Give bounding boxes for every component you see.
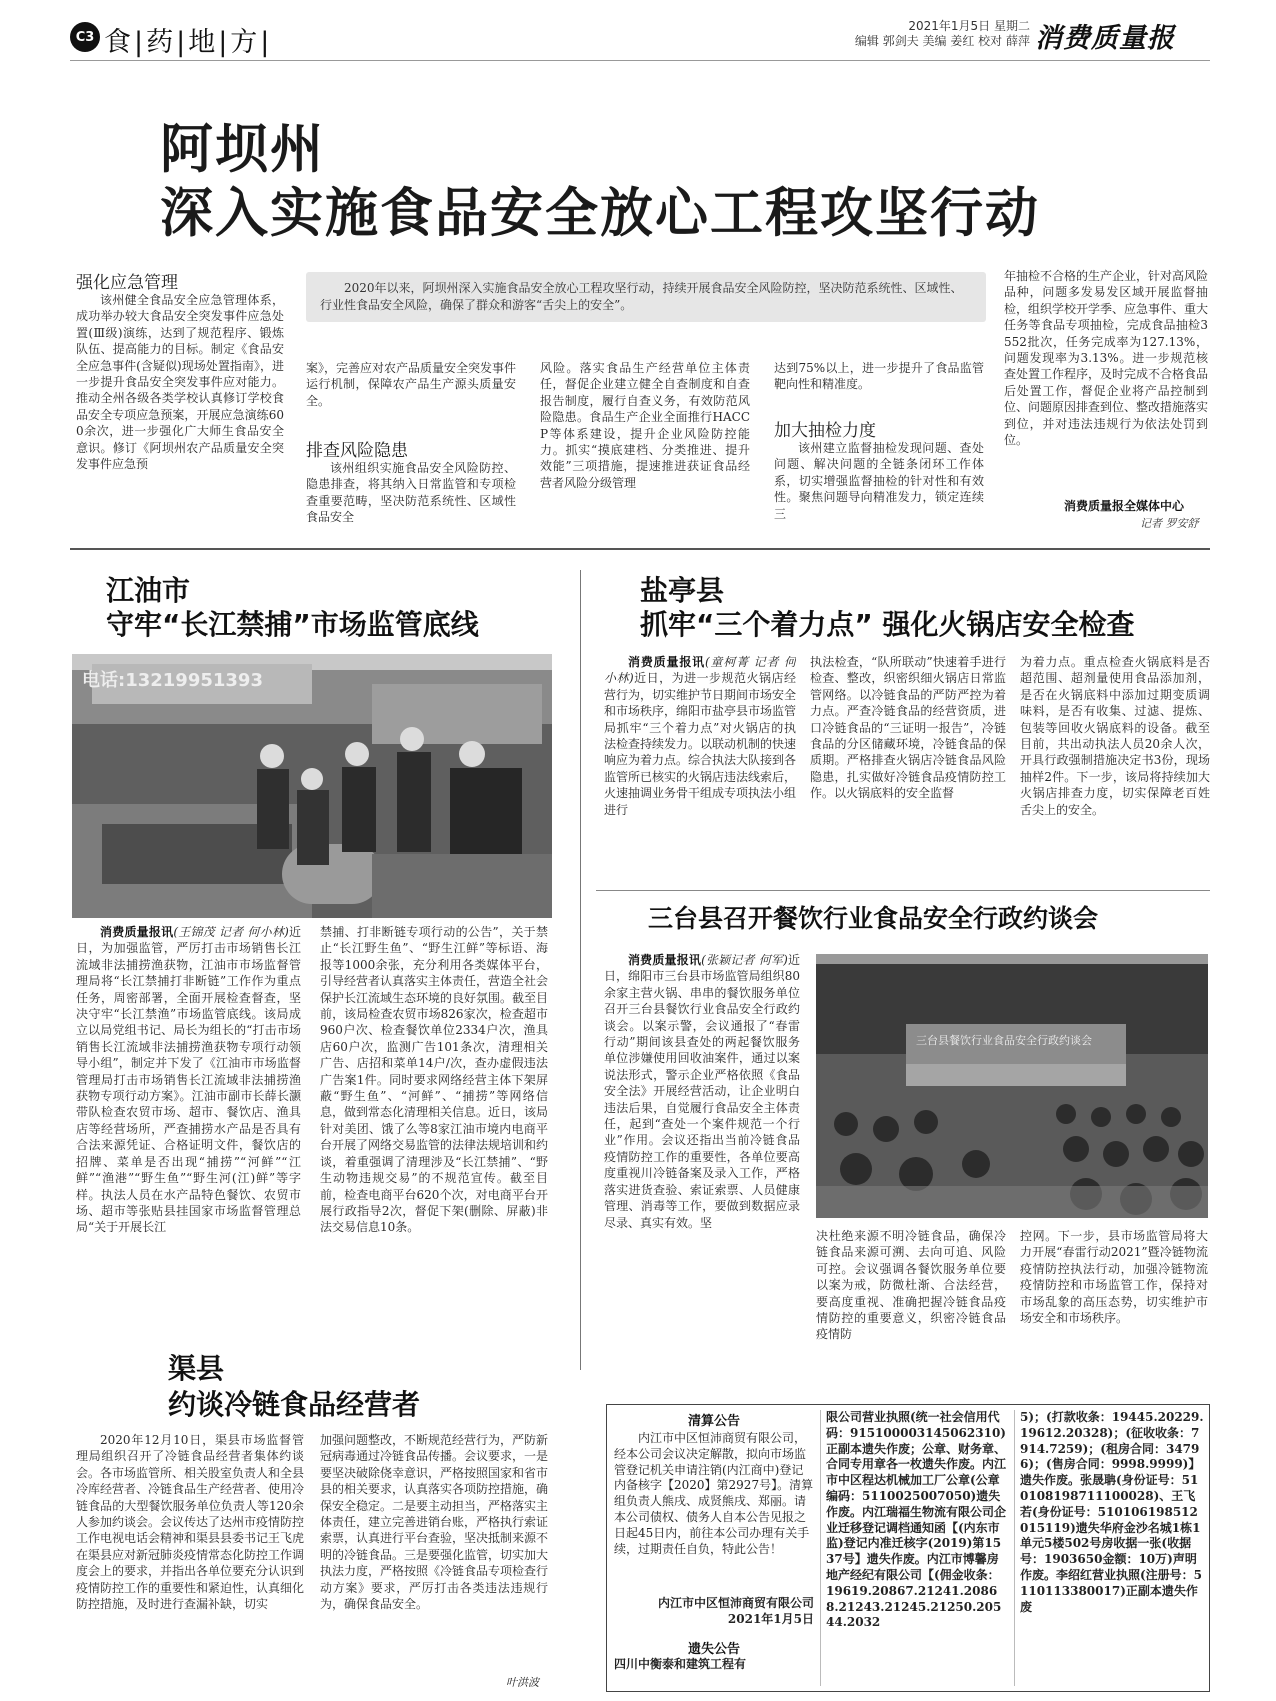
lead-col1: 该州健全食品安全应急管理体系，成功举办较大食品安全突发事件应急处置(Ⅲ级)演练，达到了规范程序、锻炼队伍、提高能力的目标。制定《食品安全应急事件(含疑似)现场处置指南》，进一步提升食品安全突发事件应对能力。推动全州各级各类学校认真修订学校食品安全专项应急预案，开展应急演练600余次，进一步强化广大师生食品安全意识。修订《阿坝州农产品质量安全突发事件应急预 <box>76 293 284 472</box>
masthead: 消费质量报 <box>1035 23 1175 54</box>
santai-col2: 决杜绝来源不明冷链食品，确保冷链食品来源可溯、去向可追、风险可控。会议强调各餐饮服务单位要以案为戒，防微杜渐、合法经营，要高度重视、准确把握冷链食品疫情防控的重要意义，织密冷链食品疫情防 <box>816 1229 1006 1342</box>
page-number-badge: C3 <box>70 22 100 52</box>
notice-liquidation-sign: 内江市中区恒沛商贸有限公司 <box>657 1596 814 1610</box>
notice-liquidation-date: 2021年1月5日 <box>727 1611 814 1626</box>
meeting-photo <box>816 954 1208 1218</box>
notice-lost-body: 四川中衡泰和建筑工程有 <box>614 1656 747 1671</box>
notice-lost-title: 遗失公告 <box>687 1641 740 1657</box>
lead-reporter: 记者 罗安舒 <box>1140 517 1199 530</box>
header-meta <box>830 19 1030 49</box>
lead-col5: 年抽检不合格的生产企业，针对高风险品种，问题多发易发区域开展监督抽检，组织学校开学季、应急事件、重大任务等食品专项抽检，完成食品抽检3552批次，任务完成率为127.13%，问题发现率为3.13%。进一步规范核查处置工作程序，及时完成不合格食品后处置工作，督促企业将产品控制到位、问题原因排查到位、整改措施落实到位，并对违法违规行为依法处罚到位。 <box>1004 269 1208 448</box>
jiangyou-col2: 禁捕、打非断链专项行动的公告”，关于禁止“长江野生鱼”、“野生江鲜”等标语、海报等1000余张，充分利用各类媒体平台，引导经营者认真落实主体责任，营造全社会保护长江流域生态环境的良好氛围。截至目前，该局检查农贸市场826家次，检查超市960户次、检查餐饮单位2334户次，渔具店60户次，监测广告101条次，清理相关广告、店招和菜单14户/次，查办虚假违法广告案1件。同时要求网络经营主体下架屏蔽“野生鱼”、“河鲜”、“捕捞”等网络信息，做到常态化清理相关信息。近日，该局针对美团、饿了么等8家江油市境内电商平台开展了网络交易监管的法律法规培训和约谈，着重强调了清理涉及“长江禁捕”、“野生动物违规交易”的不规范宣传。截至目前，检查电商平台620个次，对电商平台开展行政指导2次，督促下架(删除、屏蔽)非法交易信息10条。 <box>320 925 548 1235</box>
meeting-banner-text: 三台县餐饮行业食品安全行政约谈会 <box>916 1034 1092 1047</box>
lead-col3: 风险。落实食品生产经营单位主体责任，督促企业建立健全自查制度和自查报告制度，履行自查义务，有效防范风险隐患。食品生产企业全面推行HACCP等体系建设，提升企业风险防控能力。抓实“摸底建档、分类推进、提升效能”三项措施，提速推进获证食品经营者风险分级管理 <box>540 361 750 490</box>
lead-col4b: 该州建立监督抽检发现问题、查处问题、解决问题的全链条闭环工作体系，切实增强监督抽检的针对性和有效性。聚焦问题导向精准发力，锁定连续三 <box>774 441 984 521</box>
jiangyou-col1-text: 近日，为加强监管，严厉打击市场销售长江流域非法捕捞渔获物，江油市市场监督管理局将“长江禁捕打非断链”工作作为重点任务，周密部署，全面开展检查督查，坚决守牢“长江禁渔”市场监管底线。该局成立以局党组书记、局长为组长的“打击市场销售长江流域非法捕捞渔获物专项行动领导小组”，制定并下发了《江油市市场监督管理局打击市场销售长江流域非法捕捞渔获物专项行动方案》。江油市副市长薛长灏带队检查农贸市场、超市、餐饮店、渔具店等经营场所，严查捕捞水产品是否具有合法来源凭证、合格证明文件，餐饮店的招牌、菜单是否出现“捕捞”“河鲜”“江鲜”“渔港”“野生鱼”“野生河(江)鲜”等字样。执法人员在水产品特色餐饮、农贸市场、超市等张贴县挂国家市场监督管理总局“关于开展长江 <box>76 925 301 1235</box>
yanting-col3: 为着力点。重点检查火锅底料是否超范围、超剂量使用食品添加剂，是否在火锅底料中添加过期变质调味料，是否有收集、过滤、提炼、包装等回收火锅底料的设备。截至目前，共出动执法人员20余人次，开具行政强制措施决定书3份，现场抽样2件。下一步，该局将持续加大火锅店排查力度，切实保障老百姓舌尖上的安全。 <box>1020 655 1210 817</box>
quxian-col2: 加强问题整改，不断规范经营行为，严防新冠病毒通过冷链食品传播。会议要求，一是要坚决破除侥幸意识，严格按照国家和省市县的相关要求，认真落实各项防控措施，确保安全稳定。二是要主动担当，严格落实主体责任，建立完善进销台账，严格执行索证索票，认真进行平台查验，坚决抵制来源不明的冷链食品。三是要强化监管，切实加大执法力度，严格按照《冷链食品专项检查行动方案》要求，严厉打击各类违法违规行为，确保食品安全。 <box>320 1433 548 1612</box>
notice-liquidation <box>614 1410 814 1672</box>
lead-title-line1: 阿坝州 <box>160 119 325 180</box>
meeting-photo-illustration <box>816 954 1208 1218</box>
notice-col3: 5)；(打款收条：19445.20229.19612.20328)；(征收收条：7914.7259)；(租房合同：34796)；(售房合同：9998.9999)】遗失作废。张晟聃(身份证号：510108198711100028)、王飞若(身份证号：510106198512015119)遗失华府金沙名城1栋1单元5楼502号房收据一张(收据号：1903650金额：10万)声明作废。李绍红营业执照(注册号：5110113380017)正副本遗失作废 <box>1020 1410 1204 1614</box>
santai-byline-names: (张颖记者 何军) <box>701 953 788 967</box>
notice-liquidation-title: 清算公告 <box>687 1414 740 1429</box>
lead-col2b: 该州组织实施食品安全风险防控、隐患排查，将其纳入日常监管和专项检查重要范畴，坚决防范系统性、区域性食品安全 <box>306 461 516 525</box>
santai-col3: 控网。下一步，县市场监管局将大力开展“春雷行动2021”暨冷链物流疫情防控执法行动，加强冷链物流疫情防控和市场监管工作，保持对市场乱象的高压态势，切实维护市场安全和市场秩序。 <box>1020 1229 1208 1326</box>
lead-col2a: 案》，完善应对农产品质量安全突发事件运行机制，保障农产品生产源头质量安全。 <box>306 361 516 408</box>
yanting-byline: 消费质量报讯 <box>628 655 706 669</box>
quxian-title-line1: 渠县 <box>168 1352 225 1385</box>
santai-col1 <box>604 952 800 1392</box>
jiangyou-col1 <box>76 924 301 1344</box>
yanting-byline-names: (童柯菁 记者 何小林) <box>604 655 796 686</box>
lead-col4a: 达到75%以上，进一步提升了食品监管靶向性和精准度。 <box>774 361 984 392</box>
lead-title-line2: 深入实施食品安全放心工程攻坚行动 <box>160 183 1040 244</box>
yanting-col1-text: 近日，为进一步规范火锅店经营行为，切实维护节日期间市场安全和市场秩序，绵阳市盐亭县市场监管局抓牢“三个着力点”对火锅店的执法检查持续发力。以联动机制的快速响应为着力点。综合执法大队接到各监管所已核实的火锅店违法线索后，火速抽调业务骨干组成专项执法小组进行 <box>604 671 796 817</box>
notice-col2: 限公司营业执照(统一社会信用代码：91510000314506231​0)正副本遗失作废；公章、财务章、合同专用章各一枚遗失作废。内江市中区程达机械加工厂公章(公章编码：5110025007050)遗失作废。内江瑞福生物流有限公司企业迁移登记调档通知函【(内东市监)登记内准迁核字(2019)第1537号】遗失作废。内江市博馨房地产经纪有限公司【(佣金收条：19619.20867.21241.20868.21243.21245.21250.20544.2032 <box>826 1410 1007 1630</box>
jiangyou-byline: 消费质量报讯 <box>100 925 174 939</box>
quxian-reporter: 叶洪波 <box>506 1676 539 1689</box>
lead-summary: 2020年以来，阿坝州深入实施食品安全放心工程攻坚行动，持续开展食品安全风险防控，坚决防范系统性、区域性、行业性食品安全风险，确保了群众和游客“舌尖上的安全”。 <box>306 272 986 322</box>
yanting-title-line1: 盐亭县 <box>640 574 725 607</box>
lead-subhead-2: 排查风险隐患 <box>306 441 408 461</box>
photo-sign-text: 电话:13219951393 <box>82 670 263 691</box>
yanting-col1 <box>604 654 796 874</box>
yanting-title-line2: 抓牢“三个着力点” 强化火锅店安全检查 <box>640 608 1135 641</box>
lead-subhead-1: 强化应急管理 <box>76 273 178 293</box>
market-inspection-photo <box>72 654 552 918</box>
lead-source: 消费质量报全媒体中心 <box>1064 499 1185 513</box>
jiangyou-byline-names: (王锦茂 记者 何小林) <box>173 925 289 939</box>
section-name: 食|药|地|方| <box>104 27 273 58</box>
yanting-col2: 执法检查，“队所联动”快速着手进行检查、整改，织密织细火锅店日常监管网络。以冷链食品的严防严控为着力点。严查冷链食品的经营资质，进口冷链食品的“三证明一报告”，冷链食品的分区储藏环境，冷链食品的保质期。严格排查火锅店冷链食品风险隐患，扎实做好冷链食品疫情防控工作。以火锅底料的安全监督 <box>810 655 1006 801</box>
notice-liquidation-body: 内江市中区恒沛商贸有限公司，经本公司会议决定解散，拟向市场监管登记机关申请注销(内江商中)登记内备核字【2020】第2927号】。清算组负责人熊戌、成贤熊戌、郑丽。请本公司债权、债务人自本公告见报之日起45日内，前往本公司办理有关手续，过期责任自负，特此公告！ <box>614 1431 814 1556</box>
santai-byline: 消费质量报讯 <box>628 953 702 967</box>
jiangyou-title-line1: 江油市 <box>106 574 191 607</box>
lead-subhead-3: 加大抽检力度 <box>774 421 876 441</box>
santai-title: 三台县召开餐饮行业食品安全行政约谈会 <box>648 904 1099 933</box>
issue-date: 2021年1月5日 星期二 <box>908 19 1030 33</box>
market-photo-illustration <box>72 654 552 918</box>
jiangyou-title-line2: 守牢“长江禁捕”市场监管底线 <box>106 608 479 641</box>
editors-line: 编辑 郭剑夫 美编 姜红 校对 薛萍 <box>854 34 1030 48</box>
quxian-title-line2: 约谈冷链食品经营者 <box>168 1388 421 1421</box>
santai-col1-text: 近日，绵阳市三台县市场监管局组织80余家主营火锅、串串的餐饮服务单位召开三台县餐饮行业食品安全行政约谈会。以案示警，会议通报了“春雷行动”期间该县查处的两起餐饮服务单位涉嫌使用回收油案件，通过以案说法形式，警示企业严格依照《食品安全法》开展经营活动，让企业明白违法后果，自觉履行食品安全主体责任，起到“查处一个案件规范一个行业”作用。会议还指出当前冷链食品疫情防控工作的重要性，各单位要高度重视川冷链备案及录入工作，严格落实进货查验、索证索票、人员健康管理、消毒等工作，要做到数据应录尽录、真实有效。坚 <box>604 953 800 1230</box>
quxian-col1: 2020年12月10日，渠县市场监督管理局组织召开了冷链食品经营者集体约谈会。各市场监管所、相关股室负责人和全县冷库经营者、冷链食品生产经营者、使用冷链食品的大型餐饮服务单位负责人等120余人参加约谈会。会议传达了达州市疫情防控工作电视电话会精神和渠县县委书记王飞虎在渠县应对新冠肺炎疫情常态化防控工作调度会上的要求，并指出各单位要充分认识到疫情防控工作的重要性和紧迫性，认真细化防控措施，及时进行查漏补缺，切实 <box>76 1433 304 1612</box>
